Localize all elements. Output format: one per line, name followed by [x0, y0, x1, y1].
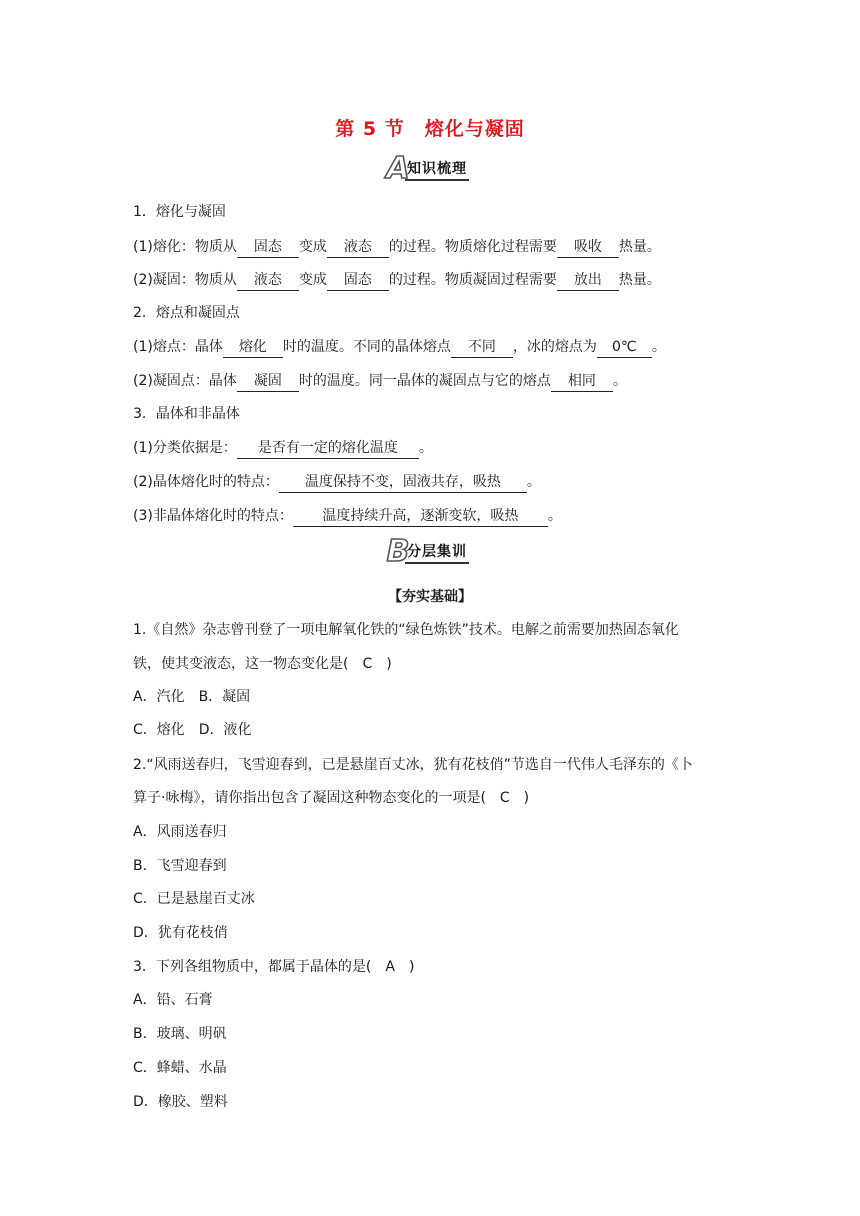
question-1-line-1: 1.《自然》杂志曾刊登了一项电解氧化铁的“绿色炼铁”技术。电解之前需要加热固态氧化	[133, 622, 679, 638]
knowledge-amorphous-feature: (3)非晶体熔化时的特点： 温度持续升高，逐渐变软，吸热 。	[133, 506, 562, 527]
answer-blank: 固态	[327, 270, 389, 291]
page-title	[0, 114, 860, 141]
question-3-option-a: A．铅、石膏	[133, 992, 213, 1008]
knowledge-freezing-point: (2)凝固点：晶体 凝固 时的温度。同一晶体的凝固点与它的熔点 相同 。	[133, 371, 627, 392]
badge-letter-b: B	[386, 534, 410, 569]
answer-blank: 温度保持不变，固液共存，吸热	[279, 472, 527, 493]
badge-label: 分层集训	[405, 541, 469, 564]
question-1-line-2: 铁，使其变液态，这一物态变化是( C )	[133, 656, 392, 672]
knowledge-heading-2: 2．熔点和凝固点	[133, 305, 240, 321]
answer-blank: 是否有一定的熔化温度	[237, 438, 419, 459]
badge-letter-a: A	[386, 151, 410, 186]
knowledge-classification-basis: (1)分类依据是： 是否有一定的熔化温度 。	[133, 438, 433, 459]
question-2-option-d: D．犹有花枝俏	[133, 925, 228, 941]
answer-blank: 不同	[451, 337, 513, 358]
question-2-option-a: A．风雨送春归	[133, 824, 227, 840]
knowledge-heading-1: 1．熔化与凝固	[133, 204, 226, 220]
knowledge-melting-point: (1)熔点：晶体 熔化 时的温度。不同的晶体熔点 不同 ，冰的熔点为 0℃ 。	[133, 337, 666, 358]
section-number: 第 5 节	[335, 118, 405, 140]
answer-blank: 吸收	[557, 237, 619, 258]
section-heading: 【夯实基础】	[388, 589, 472, 605]
answer-blank: 相同	[551, 371, 613, 392]
question-2-line-1: 2.“风雨送春归，飞雪迎春到，已是悬崖百丈冰，犹有花枝俏”节选自一代伟人毛泽东的《卜	[133, 757, 693, 773]
answer-blank: 熔化	[223, 337, 283, 358]
answer-blank: 固态	[237, 237, 299, 258]
question-3-option-b: B．玻璃、明矾	[133, 1026, 227, 1042]
answer-blank: 0℃	[597, 337, 652, 358]
answer-blank: 液态	[237, 270, 299, 291]
answer-blank: 凝固	[237, 371, 299, 392]
knowledge-melting: (1)熔化：物质从 固态 变成 液态 的过程。物质熔化过程需要 吸收 热量。	[133, 237, 661, 258]
question-2-option-b: B．飞雪迎春到	[133, 858, 227, 874]
knowledge-crystal-feature: (2)晶体熔化时的特点： 温度保持不变，固液共存，吸热 。	[133, 472, 541, 493]
question-1-options-ab: A．汽化 B．凝固	[133, 689, 251, 705]
question-3-line-1: 3．下列各组物质中，都属于晶体的是( A )	[133, 959, 415, 975]
answer-blank: 放出	[557, 270, 619, 291]
knowledge-solidifying: (2)凝固：物质从 液态 变成 固态 的过程。物质凝固过程需要 放出 热量。	[133, 270, 661, 291]
question-2-line-2: 算子·咏梅》，请你指出包含了凝固这种物态变化的一项是( C )	[133, 790, 530, 806]
badge-knowledge-review	[385, 151, 469, 186]
question-3-option-c: C．蜂蜡、水晶	[133, 1060, 227, 1076]
knowledge-heading-3: 3．晶体和非晶体	[133, 406, 240, 422]
section-title: 熔化与凝固	[424, 118, 525, 140]
question-1-options-cd: C．熔化 D．液化	[133, 722, 252, 738]
question-3-option-d: D．橡胶、塑料	[133, 1094, 228, 1110]
badge-label: 知识梳理	[405, 158, 469, 181]
badge-layered-practice	[385, 534, 469, 569]
question-2-option-c: C．已是悬崖百丈冰	[133, 891, 255, 907]
answer-blank: 液态	[327, 237, 389, 258]
answer-blank: 温度持续升高，逐渐变软，吸热	[293, 506, 548, 527]
